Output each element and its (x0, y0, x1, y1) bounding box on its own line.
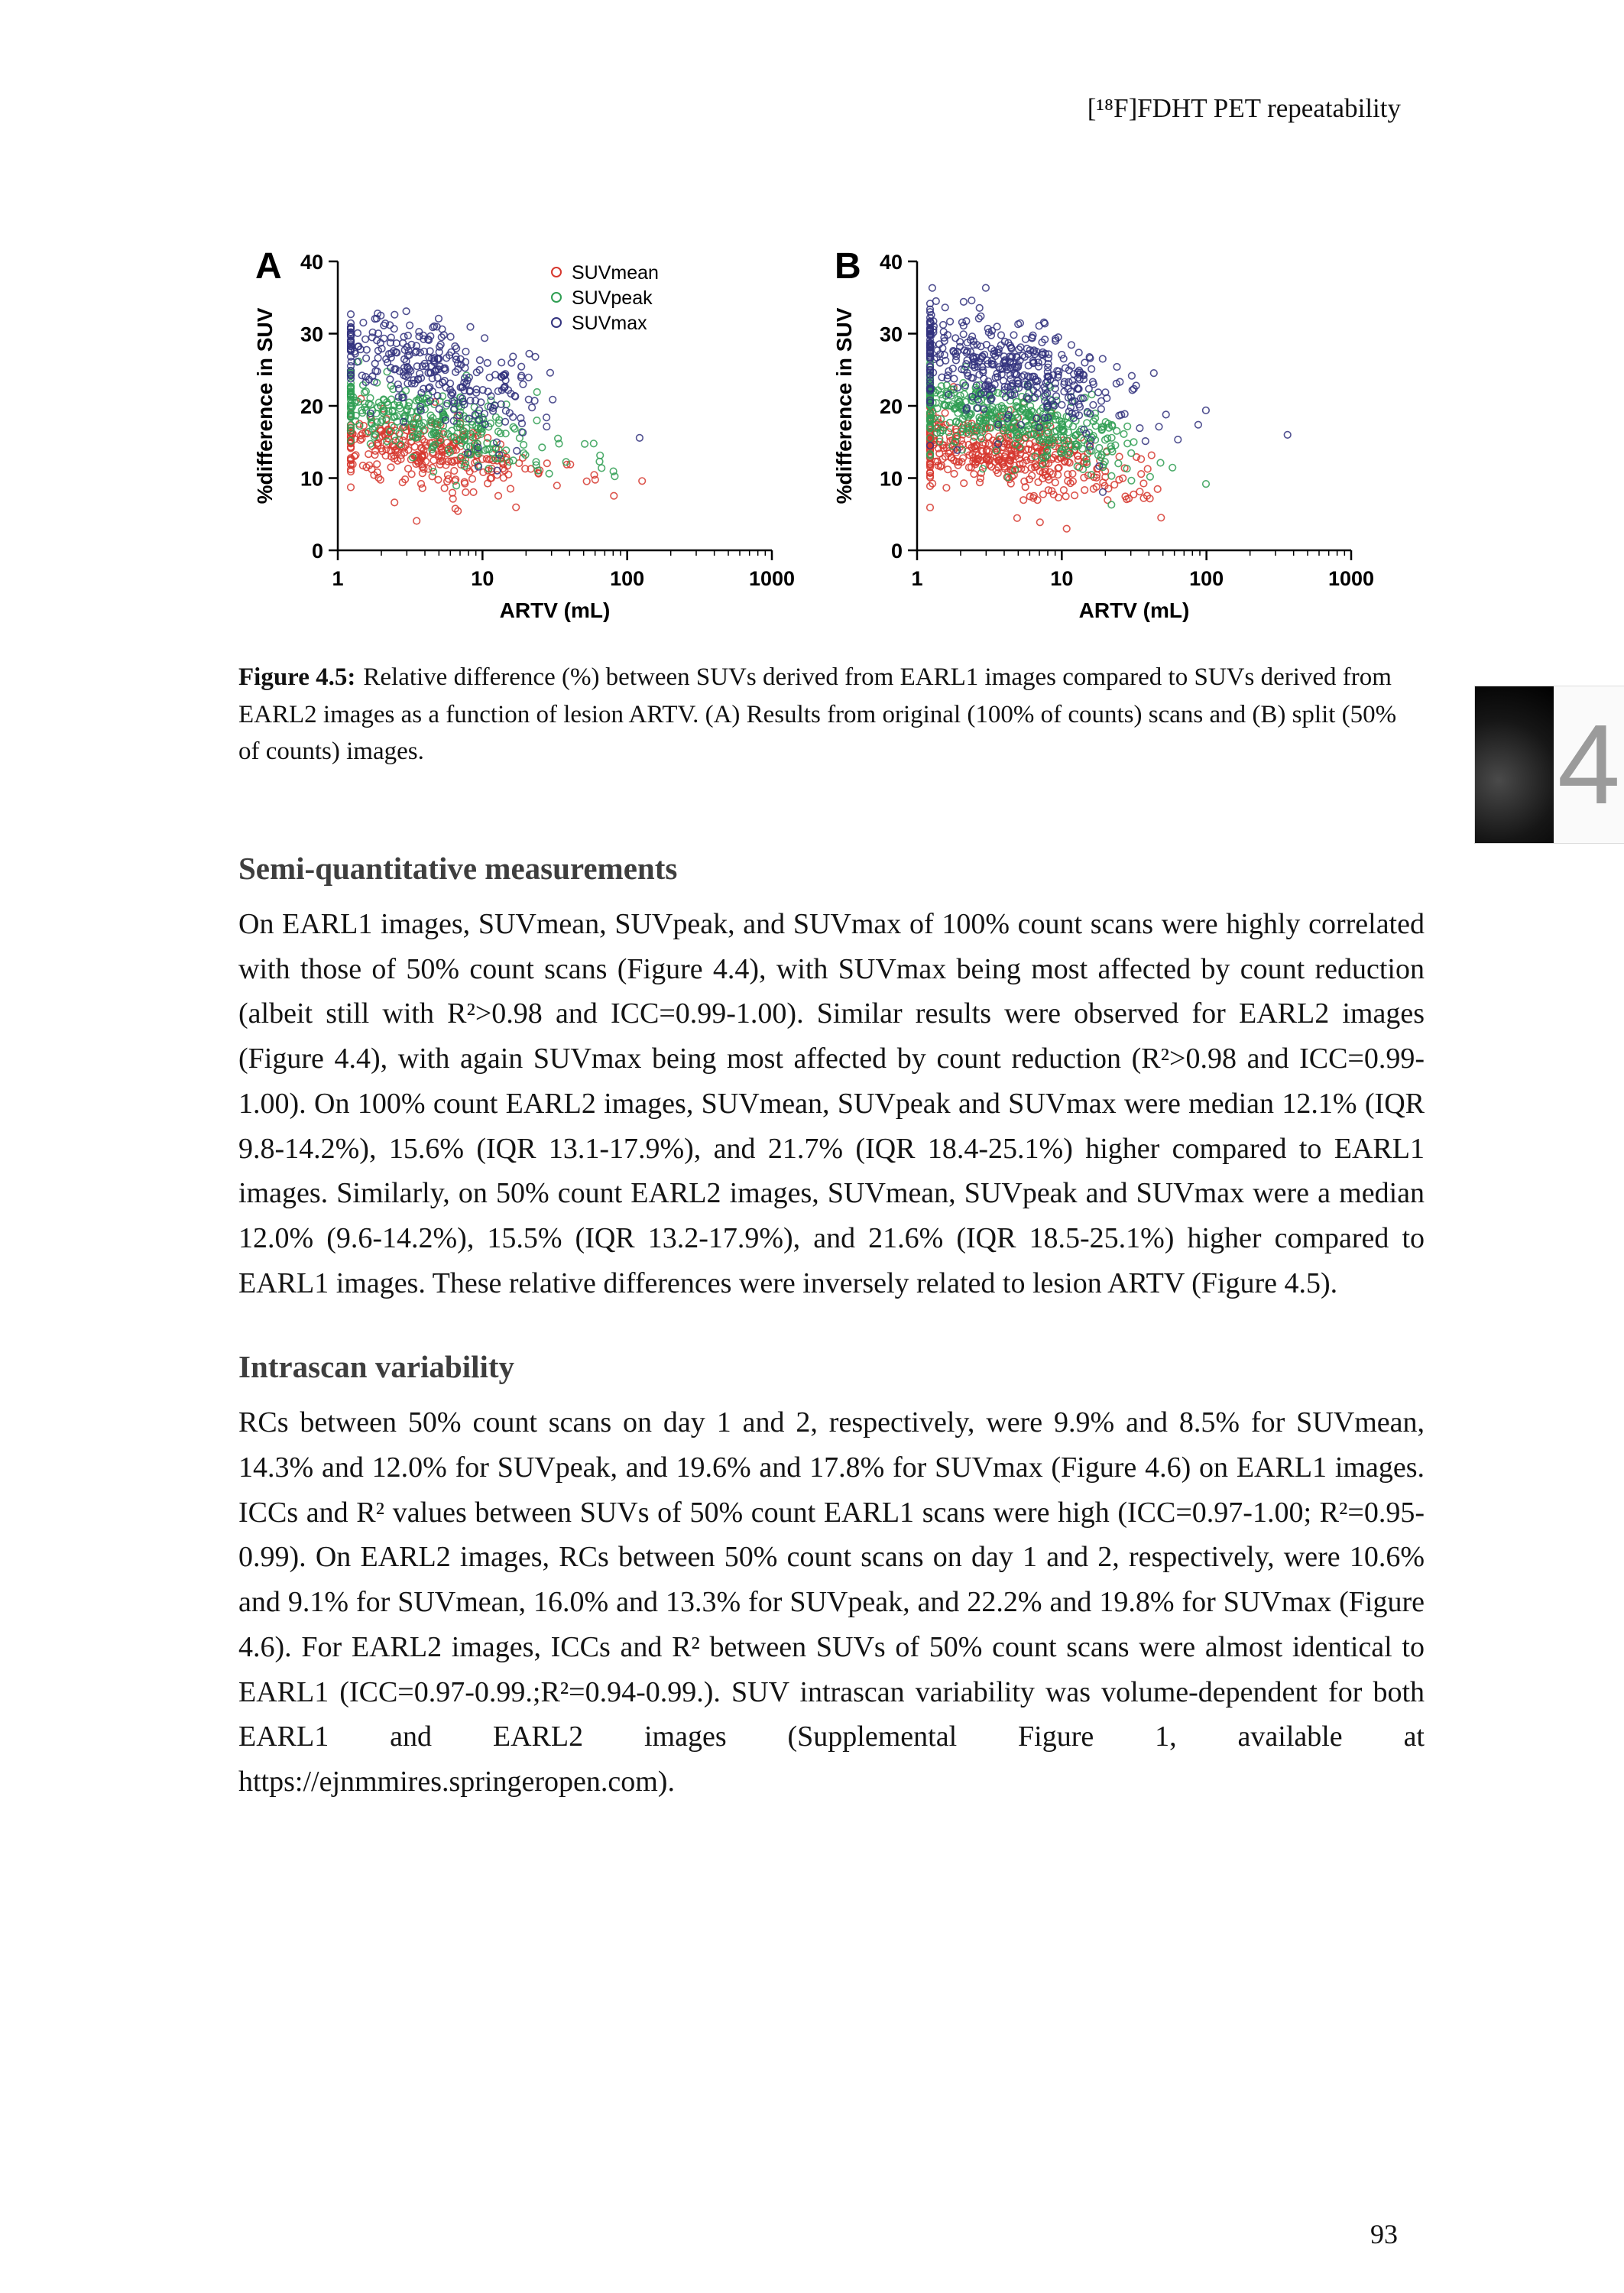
section-paragraph-semi-quantitative: On EARL1 images, SUVmean, SUVpeak, and SUVmax of 100% count scans were highly correlated with those of 50% count scans (Figure 4.4), with SUVmax being most affected by count reduction (albeit still with R²>0.98 and ICC=0.99-1.00). Similar results were observed for EARL2 images (Figure 4.4), with again SUVmax being most affected by count reduction (R²>0.98 and ICC=0.99-1.00). On 100% count EARL2 images, SUVmean, SUVpeak and SUVmax were median 12.1% (IQR 9.8-14.2%), 15.6% (IQR 13.1-17.9%), and 21.7% (IQR 18.4-25.1%) higher compared to EARL1 images. Similarly, on 50% count EARL2 images, SUVmean, SUVpeak and SUVmax were a median 12.0% (9.6-14.2%), 15.5% (IQR 13.2-17.9%), and 21.6% (IQR 18.5-25.1%) higher compared to EARL1 images. These relative differences were inversely related to lesion ARTV (Figure 4.5). (238, 908, 1425, 1299)
body-content (238, 850, 1425, 1847)
figure-caption-label: Figure 4.5: (238, 663, 356, 691)
svg-text:SUVmean: SUVmean (572, 262, 659, 284)
section-heading-semi-quantitative: Semi-quantitative measurements (238, 851, 678, 886)
chapter-tab (1475, 686, 1624, 843)
y-axis-label: %difference in SUV (832, 307, 856, 504)
scatter-panel-b (831, 229, 1397, 642)
svg-text:1000: 1000 (748, 567, 796, 590)
x-axis-label: ARTV (mL) (499, 598, 611, 622)
svg-text:10: 10 (471, 567, 494, 590)
legend-item-SUVmean (552, 262, 659, 284)
section-heading-intrascan: Intrascan variability (238, 1349, 515, 1385)
svg-text:0: 0 (890, 540, 903, 563)
y-axis-label: %difference in SUV (253, 307, 277, 504)
page-number: 93 (1370, 2219, 1398, 2249)
figure-caption (238, 659, 1421, 770)
legend-item-SUVpeak (552, 287, 653, 309)
svg-text:20: 20 (300, 395, 323, 418)
svg-text:10: 10 (300, 467, 323, 491)
legend-item-SUVmax (552, 313, 647, 334)
svg-text:30: 30 (300, 323, 323, 346)
x-axis-label: ARTV (mL) (1078, 598, 1190, 622)
section-paragraph-intrascan: RCs between 50% count scans on day 1 and 2, respectively, were 9.9% and 8.5% for SUVmean, 14.3% and 12.0% for SUVpeak, and 19.6% and 17.8% for SUVmax (Figure 4.6) on EARL1 images. ICCs and R² values between SUVs of 50% count EARL1 scans were high (ICC=0.97-1.00; R²=0.95-0.99). On EARL2 images, RCs between 50% count scans on day 1 and 2, respectively, were 10.6% and 9.1% for SUVmean, 16.0% and 13.3% for SUVpeak, and 22.2% and 19.8% for SUVmax (Figure 4.6). For EARL2 images, ICCs and R² between SUVs of 50% count scans were almost identical to EARL1 (ICC=0.97-0.99.;R²=0.94-0.99.). SUV intrascan variability was volume-dependent for both EARL1 and EARL2 images (Supplemental Figure 1, available at https://ejnmmires.springeropen.com). (238, 1406, 1425, 1798)
scatter-chart (252, 229, 818, 642)
panel-label: B (835, 246, 861, 287)
svg-text:10: 10 (1050, 567, 1074, 590)
scatter-panel-a (252, 229, 818, 642)
figure-4-5 (252, 229, 1397, 642)
svg-text:SUVmax: SUVmax (572, 313, 647, 334)
svg-text:100: 100 (610, 567, 645, 590)
panel-label: A (255, 246, 282, 287)
svg-text:40: 40 (300, 251, 323, 274)
svg-text:100: 100 (1189, 567, 1224, 590)
svg-text:10: 10 (879, 467, 903, 491)
svg-text:SUVpeak: SUVpeak (572, 287, 653, 309)
svg-text:20: 20 (879, 395, 903, 418)
svg-text:30: 30 (879, 323, 903, 346)
running-header: [¹⁸F]FDHT PET repeatability (1087, 93, 1401, 123)
svg-text:1000: 1000 (1327, 567, 1375, 590)
scatter-chart (831, 229, 1397, 642)
figure-caption-text: Relative difference (%) between SUVs derived from EARL1 images compared to SUVs derived from EARL2 images as a function of lesion ARTV. (A) Results from original (100% of counts) scans and (B) split (50% of counts) images. (238, 663, 1397, 765)
chapter-photo (1475, 686, 1554, 843)
chapter-number: 4 (1554, 686, 1624, 843)
svg-text:0: 0 (311, 540, 323, 563)
svg-text:1: 1 (332, 567, 344, 590)
svg-text:1: 1 (911, 567, 923, 590)
svg-text:40: 40 (879, 251, 903, 274)
